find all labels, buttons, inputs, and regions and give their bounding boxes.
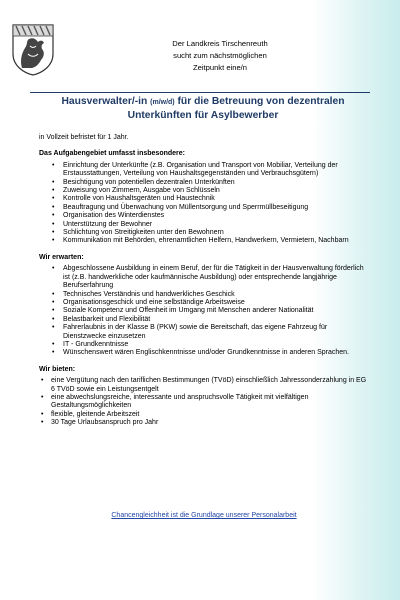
list-item: • Besichtigung von potentiellen dezentralen Unterkünften <box>39 179 369 187</box>
offers-list <box>39 377 369 427</box>
list-item: • Kommunikation mit Behörden, ehrenamtlichen Helfern, Handwerkern, Vermietern, Nachbarn <box>39 237 369 245</box>
list-item: • 30 Tage Urlaubsanspruch pro Jahr <box>39 419 369 427</box>
list-item: • flexible, gleitende Arbeitszeit <box>39 411 369 419</box>
list-item: • Beauftragung und Überwachung von Müllentsorgung und Sperrmüllbeseitigung <box>39 204 369 212</box>
list-item: • IT - Grundkenntnisse <box>39 341 369 349</box>
expectations-heading: Wir erwarten: <box>39 253 84 261</box>
header-line-search: sucht zum nächstmöglichen <box>173 51 267 60</box>
list-item: • Abgeschlossene Ausbildung in einem Beruf, der für die Tätigkeit in der Hausverwaltung förderlich ist (z.B. handwerkliche oder kaufmännische Ausbildung) oder entsprechende langjährige Berufserfahrung <box>39 265 369 290</box>
list-item: • Unterstützung der Bewohner <box>39 221 369 229</box>
list-item: • Technisches Verständnis und handwerkliches Geschick <box>39 291 369 299</box>
equal-opportunity-link[interactable]: Chancengleichheit ist die Grundlage unserer Personalarbeit <box>111 512 297 519</box>
tasks-list <box>39 162 369 246</box>
header-line-employer: Der Landkreis Tirschenreuth <box>172 39 268 48</box>
list-item: • Soziale Kompetenz und Offenheit im Umgang mit Menschen anderer Nationalität <box>39 307 369 315</box>
employment-type: in Vollzeit befristet für 1 Jahr. <box>39 134 129 141</box>
job-content <box>39 134 369 436</box>
list-item: • Organisation des Winterdienstes <box>39 212 369 220</box>
list-item: • Schlichtung von Streitigkeiten unter den Bewohnern <box>39 229 369 237</box>
job-title <box>28 96 378 122</box>
list-item: • Zuweisung von Zimmern, Ausgabe von Schlüsseln <box>39 187 369 195</box>
tasks-heading: Das Aufgabengebiet umfasst insbesondere: <box>39 150 185 158</box>
job-title-line2: Unterkünften für Asylbewerber <box>127 109 279 121</box>
list-item: • eine abwechslungsreiche, interessante und anspruchsvolle Tätigkeit mit vielfältigen Gestaltungsmöglichkeiten <box>39 394 369 411</box>
list-item: • Organisationsgeschick und eine selbständige Arbeitsweise <box>39 299 369 307</box>
list-item: • Fahrerlaubnis in der Klasse B (PKW) sowie die Bereitschaft, das eigene Fahrzeug für Dienstzwecke einzusetzen <box>39 324 369 341</box>
coat-of-arms-icon <box>12 24 54 76</box>
header-block <box>100 38 340 74</box>
list-item: • Wünschenswert wären Englischkenntnisse und/oder Grundkenntnisse in anderen Sprachen. <box>39 349 369 357</box>
list-item: • Einrichtung der Unterkünfte (z.B. Organisation und Transport von Mobiliar, Verteilung der Erstausstattungen, Verteilung von Haushaltsgegenständen und Verbrauchsgütern) <box>39 162 369 179</box>
list-item: • Belastbarkeit und Flexibilität <box>39 316 369 324</box>
title-divider <box>30 92 370 93</box>
job-title-part2: für die Betreuung von dezentralen <box>174 96 345 107</box>
gender-tag: (m/w/d) <box>150 99 175 106</box>
offers-heading: Wir bieten: <box>39 365 76 373</box>
list-item: • eine Vergütung nach den tariflichen Bestimmungen (TVöD) einschließlich Jahressonderzahlung in EG 6 TVöD sowie ein Leistungsentgelt <box>39 377 369 394</box>
list-item: • Kontrolle von Haushaltsgeräten und Haustechnik <box>39 195 369 203</box>
header-line-when: Zeitpunkt eine/n <box>192 63 248 72</box>
expectations-list <box>39 265 369 357</box>
job-title-part1: Hausverwalter/-in <box>61 96 151 107</box>
